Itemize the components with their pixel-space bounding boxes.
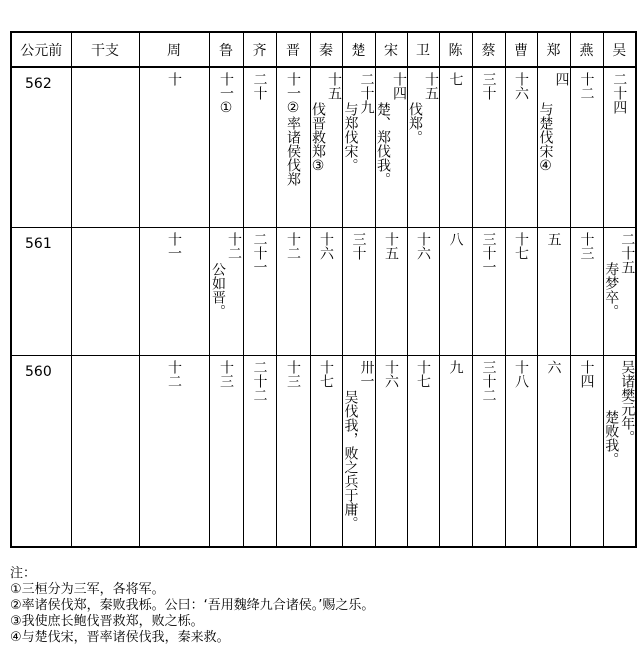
year-row: [11, 67, 636, 227]
reign-year-text: 二十五: [619, 231, 636, 274]
reign-year-text: 十二: [285, 231, 301, 260]
reign-year-text: 十二: [226, 231, 242, 260]
notes-section: [10, 566, 374, 646]
chronology-table: [10, 31, 637, 548]
header-cell: 楚: [342, 32, 375, 67]
header-cell: 鲁: [209, 32, 243, 67]
header-cell: 秦: [310, 32, 342, 67]
header-cell: 公元前: [11, 32, 71, 67]
state-cell: [472, 355, 505, 547]
reign-year-text: 十一: [166, 231, 182, 260]
ganzhi-cell: [71, 355, 139, 547]
state-cell: [439, 227, 472, 355]
reign-year-text: 十三: [285, 359, 301, 388]
state-cell: [603, 227, 636, 355]
reign-year-text: 吴诸樊元年。: [619, 359, 636, 444]
reign-year-text: 十: [166, 72, 182, 86]
state-cell: [342, 227, 375, 355]
reign-year-text: 九: [447, 359, 464, 374]
header-cell: 宋: [375, 32, 407, 67]
header-cell: 齐: [243, 32, 276, 67]
reign-year-text: 十五: [383, 231, 399, 260]
reign-year-text: 二十四: [611, 72, 628, 114]
event-text: 吴伐我，败之兵于庸。: [342, 389, 359, 530]
header-cell: 卫: [407, 32, 439, 67]
state-cell: [603, 67, 636, 227]
reign-year-text: 十二: [166, 359, 182, 388]
year-row: [11, 227, 636, 355]
state-cell: [139, 355, 209, 547]
state-cell: [407, 227, 439, 355]
reign-year-text: 十四: [391, 72, 407, 100]
reign-year-text: 十六: [383, 359, 399, 388]
notes-title: 注：: [10, 566, 37, 581]
reign-year-text: 十六: [415, 231, 431, 260]
state-cell: [505, 227, 537, 355]
state-cell: [276, 355, 310, 547]
state-cell: [310, 227, 342, 355]
state-cell: [342, 67, 375, 227]
reign-year-text: 五: [545, 231, 562, 246]
event-text: 寿梦卒。: [603, 261, 620, 318]
reign-year-text: 三十二: [480, 359, 497, 402]
reign-year-text: 十二: [578, 72, 595, 100]
state-cell: [276, 67, 310, 227]
reign-year-text: 十三: [578, 231, 595, 260]
reign-year-text: 十五: [423, 72, 439, 100]
reign-year-text: 十一①: [218, 72, 234, 116]
reign-year-text: 十七: [415, 359, 431, 388]
state-cell: [276, 227, 310, 355]
state-cell: [243, 67, 276, 227]
reign-year-text: 二十九: [358, 72, 375, 114]
state-cell: [570, 227, 603, 355]
header-cell: 吴: [603, 32, 636, 67]
header-cell: 郑: [537, 32, 570, 67]
reign-year-text: 十三: [218, 359, 234, 388]
header-cell: 曹: [505, 32, 537, 67]
state-cell: [310, 67, 342, 227]
reign-year-text: 十一②率诸侯伐郑: [285, 72, 301, 186]
reign-year-text: 七: [447, 72, 464, 86]
reign-year-text: 三十: [350, 231, 367, 260]
reign-year-text: 三十: [480, 72, 497, 100]
state-cell: [407, 67, 439, 227]
state-cell: [139, 67, 209, 227]
reign-year-text: 十六: [318, 231, 334, 260]
state-cell: [603, 355, 636, 547]
reign-year-text: 二十二: [251, 359, 268, 402]
reign-year-text: 二十一: [251, 231, 268, 274]
state-cell: [537, 355, 570, 547]
state-cell: [439, 355, 472, 547]
header-cell: 干支: [71, 32, 139, 67]
state-cell: [375, 355, 407, 547]
state-cell: [209, 355, 243, 547]
header-cell: 晋: [276, 32, 310, 67]
reign-year-text: 十六: [513, 72, 529, 100]
year-cell: 561: [11, 227, 71, 355]
state-cell: [243, 355, 276, 547]
reign-year-text: 八: [447, 231, 464, 246]
state-cell: [570, 355, 603, 547]
reign-year-text: 六: [545, 359, 562, 374]
header-cell: 周: [139, 32, 209, 67]
state-cell: [537, 67, 570, 227]
reign-year-text: 三十一: [480, 231, 497, 274]
state-cell: [375, 67, 407, 227]
event-text: 伐郑。: [407, 102, 423, 144]
ganzhi-cell: [71, 227, 139, 355]
event-text: 楚、郑伐我。: [375, 102, 391, 186]
header-row: [11, 32, 636, 67]
state-cell: [375, 227, 407, 355]
state-cell: [472, 67, 505, 227]
reign-year-text: 十五: [326, 72, 342, 100]
reign-year-text: 十七: [318, 359, 334, 388]
event-text: 伐晋救郑③: [310, 102, 326, 174]
state-cell: [209, 67, 243, 227]
reign-year-text: 四: [553, 72, 570, 86]
note-item: ①三桓分为三军，各将军。: [10, 582, 165, 597]
event-text: 公如晋。: [210, 261, 226, 318]
event-text: 与楚伐宋④: [537, 102, 554, 174]
state-cell: [243, 227, 276, 355]
reign-year-text: 卅一: [358, 359, 375, 388]
reign-year-text: 十四: [578, 359, 595, 388]
state-cell: [505, 67, 537, 227]
year-cell: 560: [11, 355, 71, 547]
year-cell: 562: [11, 67, 71, 227]
header-cell: 燕: [570, 32, 603, 67]
year-row: [11, 355, 636, 547]
header-cell: 蔡: [472, 32, 505, 67]
state-cell: [439, 67, 472, 227]
note-item: ④与楚伐宋，晋率诸侯伐我，秦来救。: [10, 630, 230, 645]
state-cell: [139, 227, 209, 355]
header-cell: 陈: [439, 32, 472, 67]
reign-year-text: 十八: [513, 359, 529, 388]
state-cell: [209, 227, 243, 355]
reign-year-text: 十七: [513, 231, 529, 260]
event-text: 楚败我。: [603, 409, 620, 466]
state-cell: [505, 355, 537, 547]
note-item: ②率诸侯伐郑，秦败我栎。公曰：‘吾用魏绛九合诸侯。’赐之乐。: [10, 598, 375, 613]
state-cell: [310, 355, 342, 547]
reign-year-text: 二十: [251, 72, 268, 100]
ganzhi-cell: [71, 67, 139, 227]
state-cell: [472, 227, 505, 355]
state-cell: [407, 355, 439, 547]
event-text: 与郑伐宋。: [342, 102, 359, 172]
state-cell: [570, 67, 603, 227]
state-cell: [537, 227, 570, 355]
state-cell: [342, 355, 375, 547]
note-item: ③我使庶长鲍伐晋救郑，败之栎。: [10, 614, 204, 629]
